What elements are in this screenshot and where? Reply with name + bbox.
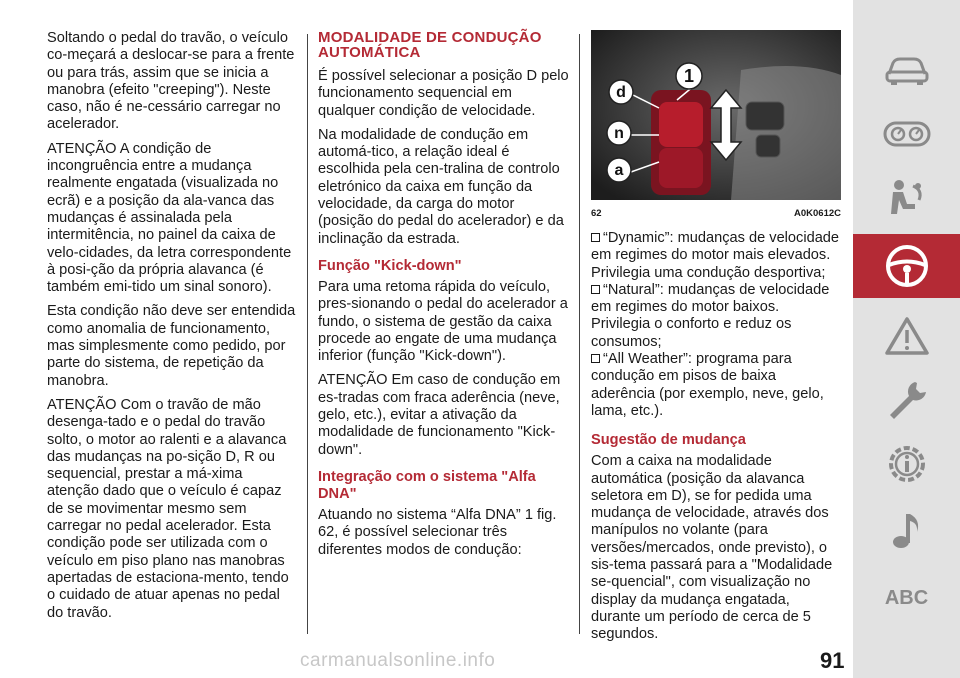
paragraph-select-d: É possível selecionar a posição D pelo funcionamento sequencial em qualquer condição de velocidade.	[318, 68, 569, 119]
checkbox-bullet-icon	[591, 285, 600, 294]
section-heading-automatic-mode: MODALIDADE DE CONDUÇÃO AUTOMÁTICA	[318, 29, 542, 61]
paragraph-automatic-ratio: Na modalidade de condução em automá-tico, a relação ideal é escolhida pela cen-tralina de controlo eletrónico da caixa em função da velocidade, da carga do motor (posição do pedal do acelerador) e da inclinação da estrada.	[318, 126, 564, 247]
checkbox-bullet-icon	[591, 233, 600, 242]
checkbox-bullet-icon	[591, 354, 600, 363]
paragraph-alfa-dna: Atuando no sistema “Alfa DNA” 1 fig. 62, é possível selecionar três diferentes modos de condução:	[318, 506, 557, 558]
sidebar-item-car[interactable]	[853, 38, 960, 102]
paragraph-gear-suggestion: Com a caixa na modalidade automática (posição da alavanca seletora em D), se for pedida uma mudança de velocidade, através dos manípulos no volante (para versões/mercados, onde previsto), o sis-tema passará para a "Modalidade se-quencial", com visualização no display da mudança engatada, durante um período de cerca de 5 segundos.	[591, 453, 833, 643]
paragraph-creeping: Soltando o pedal do travão, o veículo co-meçará a deslocar-se para a frente ou para trás, assim que se inicia a manobra (efeito "creeping"). Neste caso, não é ne-cessário carregar no acelerador.	[47, 30, 295, 133]
figure-caption	[591, 208, 841, 220]
figure-number: 62	[591, 208, 602, 219]
wrench-icon	[885, 378, 929, 422]
callout-a	[607, 158, 631, 182]
svg-text:d: d	[616, 84, 626, 101]
chapter-sidebar	[853, 0, 960, 678]
callout-1	[676, 63, 702, 89]
steering-wheel-icon	[884, 243, 930, 289]
paragraph-warning-kick-down: ATENÇÃO Em caso de condução em es-tradas com fraca aderência (neve, gelo, etc.), evitar a ativação da modalidade de funcionamento "Kick-down".	[318, 372, 561, 458]
paragraph-warning-handbrake: ATENÇÃO Com o travão de mão desenga-tado e o pedal do travão solto, o motor ao ralenti e a alavanca das mudanças na po-sição D, R ou sequencial, prestar a má-xima atenção dado que o veículo é capaz de se movimentar mesmo sem carregar no pedal acelerador. Esta condição pode ser utilizada com o veículo em piso plano nas manobras apertadas de estaciona-mento, tendo o cuidado de atuar apenas no pedal do travão.	[47, 396, 289, 621]
figure-code: A0K0612C	[794, 208, 841, 219]
callout-n	[607, 121, 631, 145]
list-item-dynamic: “Dynamic”: mudanças de velocidade em regimes do motor mais elevados. Privilegia uma condução desportiva;	[591, 230, 840, 281]
paragraph-not-anomaly: Esta condição não deve ser entendida como anomalia de funcionamento, mas simplesmente como pedido, por parte do sistema, de repetição da manobra.	[47, 303, 296, 389]
index-abc-label: ABC	[884, 586, 929, 609]
figure-dna-selector-photo	[591, 30, 841, 200]
seat-safety-icon	[885, 178, 929, 218]
column-divider	[307, 34, 308, 634]
svg-text:a: a	[614, 162, 624, 179]
column-divider	[579, 34, 580, 634]
watermark: carmanualsonline.info	[300, 650, 496, 671]
svg-text:1: 1	[683, 66, 695, 86]
sidebar-item-emergency[interactable]	[853, 304, 960, 368]
column-left	[47, 30, 297, 629]
column-right	[591, 30, 841, 651]
page-number: 91	[820, 648, 845, 673]
sidebar-item-maintenance[interactable]	[853, 368, 960, 432]
subheading-gear-suggestion: Sugestão de mudança	[591, 432, 746, 449]
callout-d	[609, 80, 633, 104]
car-icon	[884, 54, 930, 86]
svg-text:n: n	[614, 125, 624, 142]
music-note-icon	[887, 508, 927, 552]
list-item-all-weather: “All Weather”: programa para condução em pisos de baixa aderência (por exemplo, neve, gelo, lama, etc.).	[591, 351, 824, 419]
subheading-alfa-dna: Integração com o sistema "Alfa DNA"	[318, 468, 536, 502]
subheading-kick-down: Função "Kick-down"	[318, 257, 462, 274]
gear-info-icon	[885, 442, 929, 486]
sidebar-item-multimedia[interactable]	[853, 498, 960, 562]
sidebar-item-technical-data[interactable]	[853, 432, 960, 496]
warning-triangle-icon	[885, 316, 929, 356]
dna-selector-illustration	[591, 30, 841, 200]
column-middle	[318, 30, 570, 566]
paragraph-warning-incongruence: ATENÇÃO A condição de incongruência entre a mudança realmente engatada (visualizada no ecrã) e a posição da ala-vanca das mudanças é assinalada pela intermitência, no painel da caixa de velo-cidades, da letra correspondente à posi-ção da própria alavanca (é também emi-tido um sinal sonoro).	[47, 140, 292, 296]
sidebar-item-safety[interactable]	[853, 166, 960, 230]
sidebar-item-index[interactable]	[853, 566, 960, 630]
paragraph-kick-down: Para uma retoma rápida do veículo, pres-sionando o pedal do acelerador a fundo, o sistema de gestão da caixa procede ao engate de uma mudança inferior (função "Kick-down").	[318, 278, 568, 365]
list-item-natural: “Natural”: mudanças de velocidade em regimes do motor baixos. Privilegia o conforto e reduz os consumos;	[591, 281, 830, 350]
sidebar-item-dashboard[interactable]	[853, 102, 960, 166]
dashboard-icon	[883, 121, 931, 147]
sidebar-item-driving[interactable]	[853, 234, 960, 298]
